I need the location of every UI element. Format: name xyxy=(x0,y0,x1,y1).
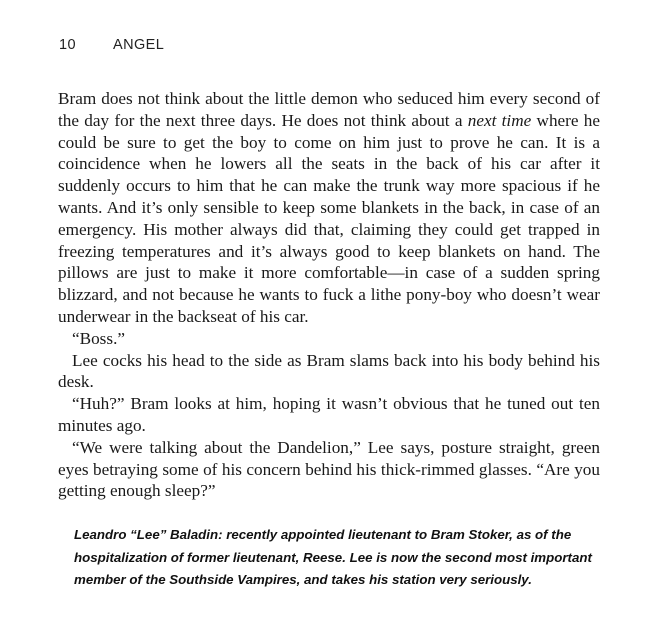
paragraph-1-start: Bram does not think about the little demon who seduced him every second of the day for the next three days. He does not think about a xyxy=(58,89,600,130)
running-title: ANGEL xyxy=(113,37,165,53)
paragraph-1 xyxy=(58,88,600,328)
paragraph-2: “Boss.” xyxy=(72,328,125,348)
page-number: 10 xyxy=(59,37,76,53)
emphasis-next-time: next time xyxy=(467,110,532,130)
body-text xyxy=(58,88,600,502)
paragraph-4: “Huh?” Bram looks at him, hoping it wasn’t obvious that he tuned out ten minutes ago. xyxy=(58,394,600,435)
paragraph-3: Lee cocks his head to the side as Bram slams back into his body behind his desk. xyxy=(58,350,600,392)
character-note: Leandro “Lee” Baladin: recently appointed lieutenant to Bram Stoker, as of the hospitalization of former lieutenant, Reese. Lee is now the second most important member of the Southside Vampires, and takes his station very seriously. xyxy=(74,527,592,587)
paragraph-1-end: where he could be sure to get the boy to come on him just to prove he can. It is a coincidence when he lowers all the seats in the back of his car after it suddenly occurs to him that he can make the trunk way more spacious if he wants. And it’s only sensible to keep some blankets in the back, in case of an emergency. His mother always did that, claiming they could get trapped in freezing temperatures and it’s always good to keep blankets on hand. The pillows are just to make it more comfortable—in case of a sudden spring blizzard, and not because he wants to fuck a lithe pony-boy who doesn’t wear underwear in the backseat of his car. xyxy=(58,110,601,326)
running-header xyxy=(59,37,164,53)
paragraph-5: “We were talking about the Dandelion,” Lee says, posture straight, green eyes betraying some of his concern behind his thick-rimmed glasses. “Are you getting enough sleep?” xyxy=(58,437,600,501)
